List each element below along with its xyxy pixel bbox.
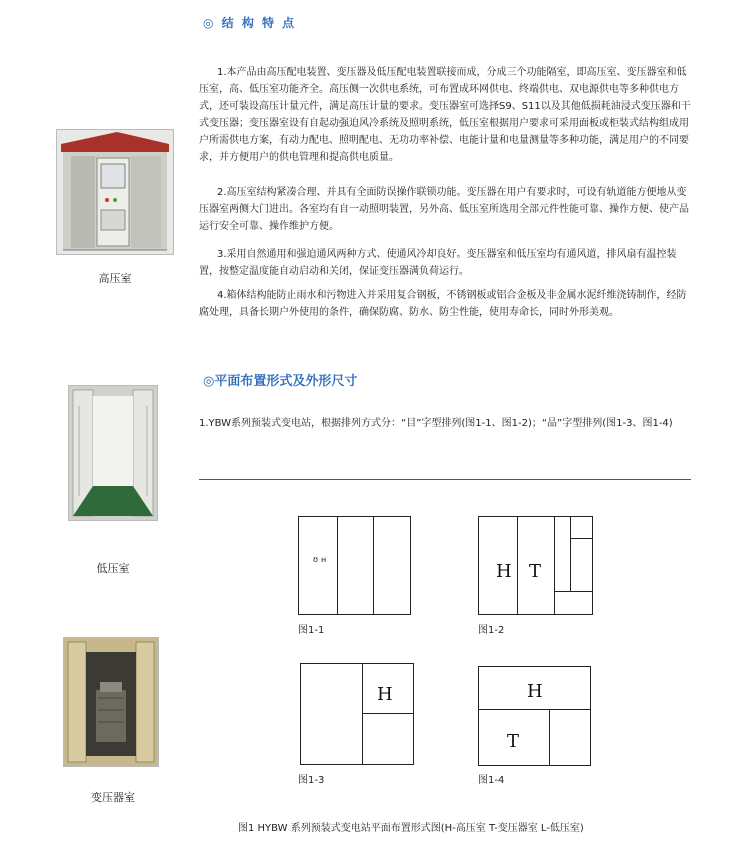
figure-1-2-label-t: T (529, 561, 542, 582)
photo-transformer-room (63, 637, 159, 767)
divider-rule (199, 479, 691, 480)
photo-high-voltage-room (56, 129, 174, 255)
layout-intro: 1.YBW系列预装式变电站，根据排列方式分：“目”字型排列(图1-1、图1-2)；“品”字型排列(图1-3、图1-4) (199, 418, 673, 429)
figure-1-1-caption: 图1-1 (298, 625, 325, 636)
feature-paragraph-4: 4.箱体结构能防止雨水和污物进入并采用复合钢板，不锈钢板或铝合金板及非金属水泥纤维浇铸制作，经防腐处理，具备长期户外使用的条件，确保防腐、防水、防尘性能，使用寿命长，同时外形美观。 (199, 290, 687, 318)
section-heading-layout: ◎平面布置形式及外形尺寸 (203, 374, 358, 389)
figure-1-2 (478, 516, 593, 615)
feature-paragraph-2: 2.高压室结构紧凑合理、并具有全面防误操作联锁功能。变压器在用户有要求时，可设有轨道能方便地从变压器室两侧大门进出。各室均有自一动照明装置，另外高、低压室所选用全部元件性能可靠、操作方便、使产品运行安全可靠、操作维护方便。 (199, 187, 689, 232)
figure-1-4 (478, 666, 591, 766)
figure-1-3-caption: 图1-3 (298, 775, 325, 786)
photo-low-voltage-room (68, 385, 158, 521)
section-heading-features: ◎ 结 构 特 点 (203, 16, 297, 30)
figure-1-4-caption: 图1-4 (478, 775, 505, 786)
feature-paragraph-1: 1.本产品由高压配电装置、变压器及低压配电装置联接而成，分成三个功能隔室，即高压室、变压器室和低压室，高、低压室功能齐全。高压侧一次供电系统，可布置成环网供电、终端供电、双电源供电等多种供电方式，还可装设高压计量元件，满足高压计量的要求。变压器室可选择S9、S11以及其他低损耗油浸式变压器和干式变压器；变压器室设有自起动强迫风冷系统及照明系统，低压室根据用户要求可采用面板或柜装式结构组成用户所需供电方案，有动力配电、照明配电、无功功率补偿、电能计量和电量测量等多种功能，满足用户的不同要求，并方便用户的供电管理和提高供电质量。 (199, 67, 691, 163)
figure-1-2-caption: 图1-2 (478, 625, 505, 636)
cabinet-illustration (57, 130, 173, 254)
figure-bottom-caption: 图1 HYBW 系列预装式变电站平面布置形式图(H-高压室 T-变压器室 L-低压室) (238, 823, 584, 834)
figure-1-4-label-t: T (507, 731, 520, 752)
photo-caption-high-voltage: 高压室 (98, 272, 132, 285)
photo-caption-low-voltage: 低压室 (96, 562, 130, 575)
figure-1-4-label-h: H (527, 681, 543, 702)
corridor-illustration (69, 386, 157, 520)
figure-1-1-label-a: ʊ (313, 555, 318, 564)
figure-1-3-label-h: H (377, 684, 393, 705)
figure-1-1 (298, 516, 411, 615)
figure-1-3 (300, 663, 414, 765)
figure-1-1-label-b: ʜ (321, 555, 327, 564)
transformer-illustration (64, 638, 158, 766)
figure-1-2-label-h: H (496, 561, 512, 582)
feature-paragraph-3: 3.采用自然通用和强迫通风两种方式、使通风冷却良好。变压器室和低压室均有通风道，排风扇有温控装置，按整定温度能自动启动和关闭，保证变压器满负荷运行。 (199, 249, 677, 277)
photo-caption-transformer: 变压器室 (91, 791, 135, 804)
